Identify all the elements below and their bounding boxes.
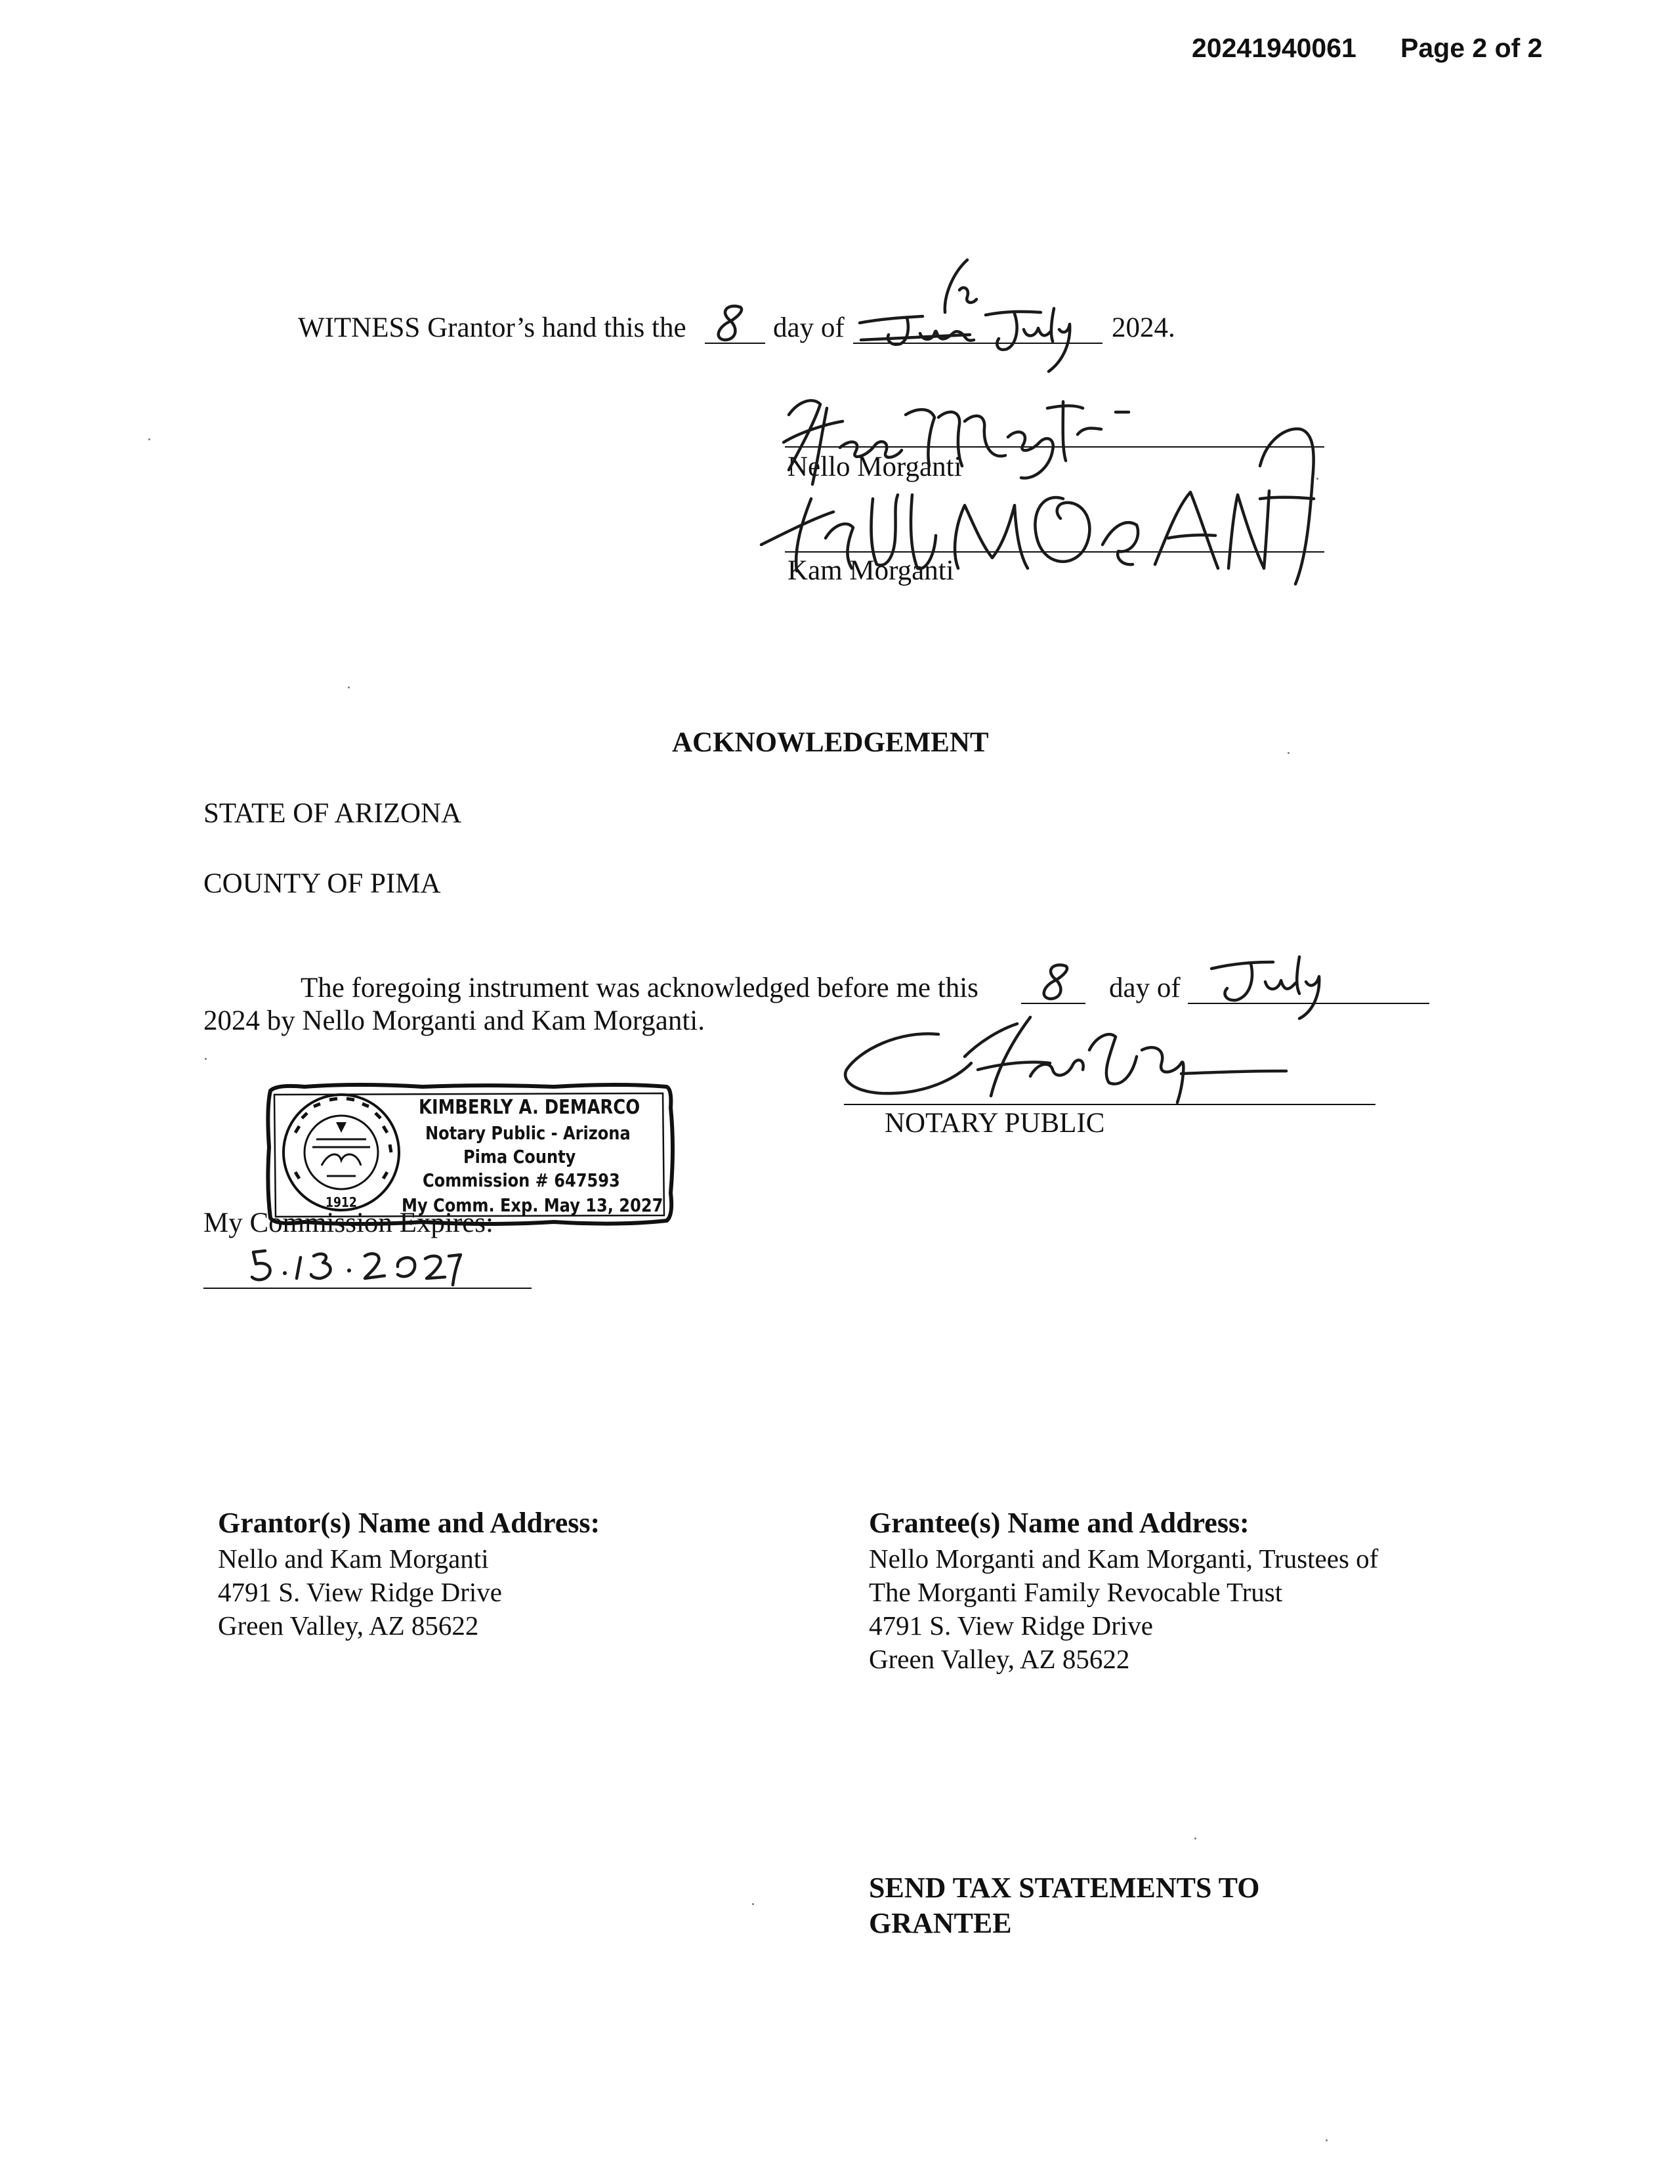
witness-year: 2024. <box>1112 312 1175 343</box>
grantor-line: 4791 S. View Ridge Drive <box>218 1577 502 1607</box>
scan-speck <box>1326 2139 1328 2141</box>
grantee-line: 4791 S. View Ridge Drive <box>869 1610 1153 1641</box>
tax-statement-line-1: SEND TAX STATEMENTS TO <box>869 1872 1260 1904</box>
signature-kam-morganti <box>748 413 1326 591</box>
witness-month-handwriting <box>854 256 1078 374</box>
witness-day-of: day of <box>773 312 845 343</box>
document-number: 20241940061 <box>1192 33 1356 63</box>
scan-speck <box>348 686 350 688</box>
stamp-expiration: My Comm. Exp. May 13, 2027 <box>402 1194 663 1216</box>
scan-speck <box>1316 478 1318 480</box>
notary-signature-line <box>844 1104 1376 1105</box>
acknowledgement-text: The foregoing instrument was acknowledged before me this <box>301 973 978 1003</box>
scan-speck <box>148 438 150 440</box>
signatory-name-2: Kam Morganti <box>788 555 954 586</box>
stamp-notary-name: KIMBERLY A. DEMARCO <box>419 1096 640 1119</box>
grantor-line: Green Valley, AZ 85622 <box>218 1610 479 1641</box>
scan-speck <box>752 1903 754 1905</box>
grantee-line: Nello Morganti and Kam Morganti, Trustees of <box>869 1544 1379 1574</box>
acknowledgement-title: ACKNOWLEDGEMENT <box>672 727 989 758</box>
commission-expires-handwriting <box>249 1244 466 1290</box>
notary-stamp <box>265 1082 675 1227</box>
grantor-heading: Grantor(s) Name and Address: <box>218 1507 600 1539</box>
stamp-seal-year: 1912 <box>326 1194 357 1210</box>
grantee-line: The Morganti Family Revocable Trust <box>869 1577 1283 1607</box>
scan-speck <box>1194 1838 1196 1839</box>
signatory-name-1: Nello Morganti <box>788 452 962 482</box>
grantor-block <box>218 1504 600 1643</box>
ack-day-handwriting <box>1036 961 1082 1007</box>
tax-statement-line-2: GRANTEE <box>869 1907 1012 1939</box>
grantee-block <box>869 1504 1378 1676</box>
witness-day-handwriting <box>710 302 756 348</box>
witness-prefix: WITNESS Grantor’s hand this the <box>298 312 686 343</box>
stamp-county: Pima County <box>463 1146 576 1167</box>
scan-speck <box>205 1058 207 1060</box>
county-label: COUNTY OF PIMA <box>203 868 441 899</box>
grantor-line: Nello and Kam Morganti <box>218 1544 489 1574</box>
stamp-commission: Commission # 647593 <box>423 1169 620 1191</box>
tax-statement-block <box>869 1870 1259 1941</box>
commission-expires-label: My Commission Expires: <box>203 1208 494 1238</box>
grantee-line: Green Valley, AZ 85622 <box>869 1644 1130 1674</box>
acknowledgement-line-2: 2024 by Nello Morganti and Kam Morganti. <box>203 1005 705 1036</box>
page-indicator: Page 2 of 2 <box>1400 33 1543 63</box>
scan-speck <box>1288 752 1290 754</box>
grantee-heading: Grantee(s) Name and Address: <box>869 1507 1250 1539</box>
notary-public-label: NOTARY PUBLIC <box>885 1108 1105 1139</box>
state-label: STATE OF ARIZONA <box>203 798 462 829</box>
ack-day-of: day of <box>1109 973 1181 1003</box>
notary-signature <box>833 1011 1306 1116</box>
commission-expires-line <box>203 1288 532 1289</box>
stamp-notary-title: Notary Public - Arizona <box>425 1122 631 1144</box>
